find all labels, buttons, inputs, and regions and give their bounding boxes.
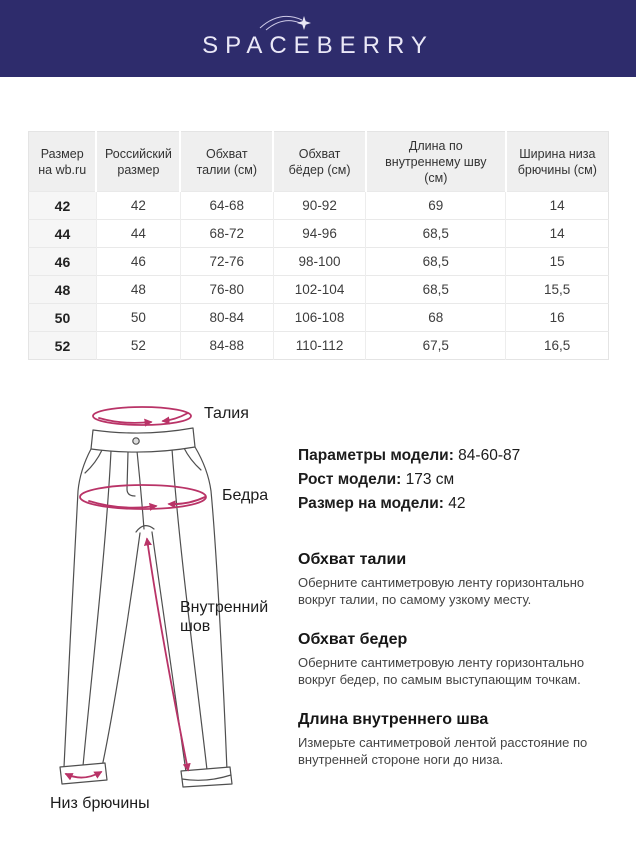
- guide-text: Измерьте сантиметровой лентой расстояние по внутренней стороне ноги до низа.: [298, 735, 588, 767]
- col-header-hips: Обхват бёдер (см): [273, 132, 366, 192]
- table-row: [29, 220, 609, 248]
- cell-hem-width: 16,5: [506, 332, 609, 360]
- table-row: [29, 192, 609, 220]
- cell-ru-size: 46: [96, 248, 180, 276]
- cell-hem-width: 16: [506, 304, 609, 332]
- cell-size: 50: [29, 304, 97, 332]
- table-header-row: [29, 132, 609, 192]
- hem-label: Низ брючины: [50, 795, 150, 812]
- col-header-waist: Обхват талии (см): [180, 132, 273, 192]
- cell-ru-size: 48: [96, 276, 180, 304]
- cell-waist: 64-68: [180, 192, 273, 220]
- inseam-label: Внутренний шов: [180, 599, 269, 635]
- model-params-value: 84-60-87: [458, 447, 521, 464]
- col-header-ru-size: Российский размер: [96, 132, 180, 192]
- cell-hips: 102-104: [273, 276, 366, 304]
- guide-text: Оберните сантиметровую ленту горизонтально вокруг талии, по самому узкому месту.: [298, 575, 585, 607]
- size-table-header: [29, 132, 609, 192]
- model-height-line: [298, 468, 620, 492]
- model-height-value: 173 см: [405, 471, 455, 488]
- brand-header: [0, 0, 636, 77]
- cell-inseam: 69: [366, 192, 506, 220]
- cell-hips: 106-108: [273, 304, 366, 332]
- cell-waist: 68-72: [180, 220, 273, 248]
- model-params-label: Параметры модели:: [298, 447, 454, 464]
- cell-hips: 98-100: [273, 248, 366, 276]
- cell-hips: 90-92: [273, 192, 366, 220]
- model-size-value: 42: [448, 495, 466, 512]
- model-size-line: [298, 492, 620, 516]
- cell-hem-width: 14: [506, 220, 609, 248]
- table-row: [29, 304, 609, 332]
- cell-size: 46: [29, 248, 97, 276]
- model-info: [298, 444, 620, 516]
- guide-title: Обхват бедер: [298, 631, 408, 648]
- cell-ru-size: 42: [96, 192, 180, 220]
- col-header-wb-size: Размер на wb.ru: [29, 132, 97, 192]
- cell-inseam: 68,5: [366, 248, 506, 276]
- guide-text: Оберните сантиметровую ленту горизонтально вокруг бедер, по самым выступающим точкам.: [298, 655, 585, 687]
- cell-ru-size: 50: [96, 304, 180, 332]
- table-row: [29, 332, 609, 360]
- hips-ellipse: [80, 485, 206, 509]
- hips-label: Бедра: [222, 487, 269, 504]
- measure-info-column: [298, 444, 620, 790]
- inseam-arrow: [147, 539, 188, 770]
- cell-size: 52: [29, 332, 97, 360]
- cell-inseam: 67,5: [366, 332, 506, 360]
- cell-waist: 76-80: [180, 276, 273, 304]
- cell-inseam: 68,5: [366, 220, 506, 248]
- guide-title: Длина внутреннего шва: [298, 711, 489, 728]
- cell-hips: 94-96: [273, 220, 366, 248]
- cell-hem-width: 15: [506, 248, 609, 276]
- guide-hips: [298, 630, 620, 688]
- cell-hem-width: 15,5: [506, 276, 609, 304]
- brand-logo-text: SPACEBERRY: [202, 31, 434, 59]
- trousers-diagram: [25, 390, 285, 825]
- cell-waist: 84-88: [180, 332, 273, 360]
- guide-waist: [298, 550, 620, 608]
- col-header-hem-width: Ширина низа брючины (см): [506, 132, 609, 192]
- guide-inseam: [298, 710, 620, 768]
- model-size-label: Размер на модели:: [298, 495, 444, 512]
- measure-guides: [298, 550, 620, 768]
- cell-waist: 72-76: [180, 248, 273, 276]
- table-row: [29, 248, 609, 276]
- col-header-inseam: Длина по внутреннему шву (см): [366, 132, 506, 192]
- cell-ru-size: 52: [96, 332, 180, 360]
- cell-hem-width: 14: [506, 192, 609, 220]
- cell-size: 48: [29, 276, 97, 304]
- cell-size: 44: [29, 220, 97, 248]
- guide-title: Обхват талии: [298, 551, 407, 568]
- cell-inseam: 68: [366, 304, 506, 332]
- cell-inseam: 68,5: [366, 276, 506, 304]
- waist-label: Талия: [204, 405, 249, 422]
- comet-star-icon: [258, 8, 312, 43]
- table-row: [29, 276, 609, 304]
- model-height-label: Рост модели:: [298, 471, 402, 488]
- cell-size: 42: [29, 192, 97, 220]
- cell-waist: 80-84: [180, 304, 273, 332]
- cell-hips: 110-112: [273, 332, 366, 360]
- size-table: [28, 131, 609, 360]
- cell-ru-size: 44: [96, 220, 180, 248]
- model-params-line: [298, 444, 620, 468]
- size-table-body: [29, 192, 609, 360]
- brand-logo: [202, 18, 434, 60]
